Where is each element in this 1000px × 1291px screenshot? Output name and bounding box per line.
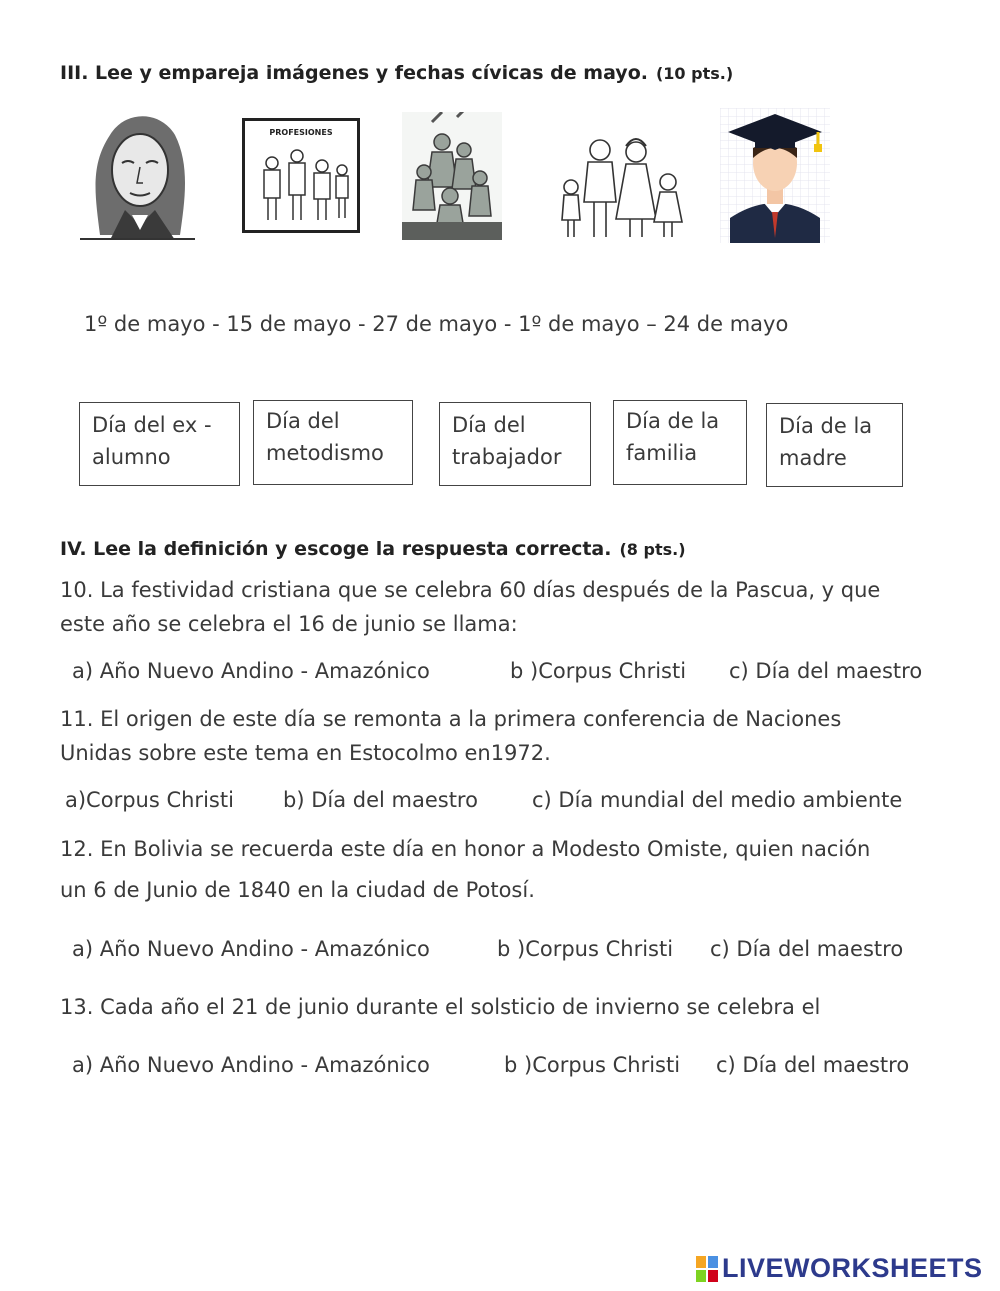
answer-box-4-line2: familia [626, 441, 698, 465]
section-4-title: IV. Lee la definición y escoge la respuesta correcta. [60, 538, 612, 560]
answer-box-5[interactable] [766, 403, 903, 487]
professions-image [242, 118, 360, 233]
answer-box-3-line1: Día del [452, 413, 526, 437]
answer-box-1-line2: alumno [92, 445, 171, 469]
q13-option-a[interactable]: a) Año Nuevo Andino - Amazónico [72, 1053, 430, 1077]
q10-text-line2: este año se celebra el 16 de junio se llama: [60, 612, 518, 636]
answer-box-1[interactable] [79, 402, 240, 486]
answer-box-2[interactable] [253, 400, 413, 485]
answer-box-2-line2: metodismo [266, 441, 384, 465]
q13-text-line1: 13. Cada año el 21 de junio durante el solsticio de invierno se celebra el [60, 995, 821, 1019]
q12-option-c[interactable]: c) Día del maestro [710, 937, 904, 961]
q10-option-c[interactable]: c) Día del maestro [729, 659, 923, 683]
q11-option-a[interactable]: a)Corpus Christi [65, 788, 234, 812]
portrait-image [80, 105, 195, 240]
family-image [556, 132, 696, 242]
workers-crowd-image [402, 112, 502, 240]
q11-option-c[interactable]: c) Día mundial del medio ambiente [532, 788, 903, 812]
section-3-title: III. Lee y empareja imágenes y fechas cívicas de mayo. [60, 62, 648, 84]
q12-option-b[interactable]: b )Corpus Christi [497, 937, 674, 961]
section-4-heading [60, 538, 686, 560]
dates-line: 1º de mayo - 15 de mayo - 27 de mayo - 1º de mayo – 24 de mayo [84, 312, 789, 336]
liveworksheets-logo[interactable] [696, 1253, 983, 1284]
q10-option-a[interactable]: a) Año Nuevo Andino - Amazónico [72, 659, 430, 683]
graduate-image [720, 108, 830, 243]
q13-option-c[interactable]: c) Día del maestro [716, 1053, 910, 1077]
answer-box-3[interactable] [439, 402, 591, 486]
section-3-heading [60, 62, 733, 84]
answer-box-2-line1: Día del [266, 409, 340, 433]
logo-mark-icon [696, 1256, 718, 1282]
q11-text-line2: Unidas sobre este tema en Estocolmo en1972. [60, 741, 551, 765]
answer-box-5-line1: Día de la [779, 414, 873, 438]
professions-label: PROFESIONES [269, 128, 333, 137]
q11-text-line1: 11. El origen de este día se remonta a la primera conferencia de Naciones [60, 707, 842, 731]
q12-option-a[interactable]: a) Año Nuevo Andino - Amazónico [72, 937, 430, 961]
answer-box-1-line1: Día del ex - [92, 413, 212, 437]
answer-box-4[interactable] [613, 400, 747, 485]
answer-box-4-line1: Día de la [626, 409, 720, 433]
q10-text-line1: 10. La festividad cristiana que se celebra 60 días después de la Pascua, y que [60, 578, 881, 602]
logo-text: LIVEWORKSHEETS [722, 1253, 983, 1283]
q12-text-line1: 12. En Bolivia se recuerda este día en honor a Modesto Omiste, quien nación [60, 837, 871, 861]
answer-box-5-line2: madre [779, 446, 847, 470]
section-4-points: (8 pts.) [619, 540, 686, 559]
q12-text-line2: un 6 de Junio de 1840 en la ciudad de Potosí. [60, 878, 535, 902]
section-3-points: (10 pts.) [655, 64, 734, 83]
q13-option-b[interactable]: b )Corpus Christi [504, 1053, 681, 1077]
q11-option-b[interactable]: b) Día del maestro [283, 788, 478, 812]
q10-option-b[interactable]: b )Corpus Christi [510, 659, 687, 683]
answer-box-3-line2: trabajador [452, 445, 562, 469]
